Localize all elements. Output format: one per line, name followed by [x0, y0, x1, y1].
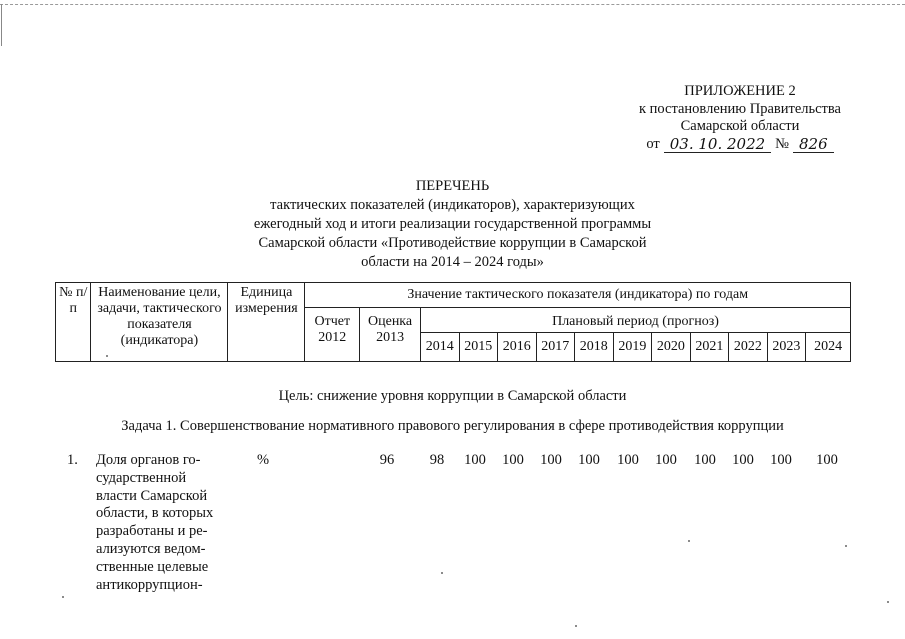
title-line1: тактических показателей (индикаторов), характеризующих: [270, 197, 635, 213]
appendix-line2: к постановлению Правительства: [639, 100, 841, 117]
title-line4: области на 2014 – 2024 годы»: [361, 254, 544, 270]
scan-speck: [62, 596, 64, 598]
handwritten-number: 826: [793, 136, 834, 153]
year-cell: 2020: [652, 333, 691, 362]
year-cell: 2015: [459, 333, 498, 362]
row-name-line: Доля органов го-: [96, 452, 201, 468]
row-name-line: антикоррупцион-: [96, 576, 203, 593]
date-prefix: от: [646, 135, 660, 152]
number-prefix: №: [775, 135, 790, 152]
row-value-2015: 100: [502, 452, 524, 468]
appendix-line3: Самарской области: [680, 118, 800, 134]
row-value-2023: 100: [816, 452, 838, 468]
document-title: [0, 177, 905, 272]
row-name-line: ализуются ведом-: [96, 540, 206, 557]
row-value-2016: 100: [540, 452, 562, 468]
scan-speck: [441, 572, 443, 574]
appendix-title: ПРИЛОЖЕНИЕ 2: [684, 83, 796, 99]
row-name-line: сударственной: [96, 469, 187, 486]
scan-edge-left: [1, 4, 2, 46]
row-unit: %: [257, 452, 270, 468]
appendix-date-row: [639, 136, 841, 154]
row-indicator-name: [96, 452, 222, 594]
row-name-line: власти Самарской: [96, 487, 208, 504]
year-cell: 2023: [767, 333, 806, 362]
header-unit: Единица измерения: [228, 283, 305, 362]
row-value-2019: 100: [655, 452, 677, 468]
scan-speck: [887, 601, 889, 603]
title-heading: ПЕРЕЧЕНЬ: [415, 178, 490, 194]
year-cell: 2019: [613, 333, 652, 362]
scan-speck: [845, 545, 847, 547]
header-estimate: Оценка 2013: [360, 308, 421, 362]
year-cell: 2017: [536, 333, 575, 362]
scan-edge-top: [0, 4, 905, 5]
year-cell: 2022: [729, 333, 768, 362]
row-value-2021: 100: [732, 452, 754, 468]
row-value-2017: 100: [578, 452, 600, 468]
title-line2: ежегодный ход и итоги реализации государственной программы: [253, 216, 652, 232]
header-plan: Плановый период (прогноз): [420, 308, 850, 333]
handwritten-date: 03. 10. 2022: [664, 136, 771, 153]
row-value-2020: 100: [694, 452, 716, 468]
header-num: № п/п: [56, 283, 91, 362]
indicator-table-header: [55, 282, 851, 362]
task-heading: Задача 1. Совершенствование нормативного правового регулирования в сфере противодействия коррупции: [121, 418, 784, 434]
scan-speck: [575, 625, 577, 627]
year-cell: 2014: [420, 333, 459, 362]
row-name-line: разработаны и ре-: [96, 523, 208, 540]
scan-speck: [688, 540, 690, 542]
header-report: Отчет 2012: [305, 308, 360, 362]
row-value-2022: 100: [770, 452, 792, 468]
year-cell: 2024: [806, 333, 851, 362]
row-value-2012: 96: [379, 452, 395, 468]
row-name-line: области, в которых: [96, 505, 214, 522]
row-number: 1.: [67, 452, 78, 468]
goal-heading: Цель: снижение уровня коррупции в Самарской области: [278, 388, 627, 404]
row-name-line: ственные целевые: [96, 558, 209, 575]
row-value-2018: 100: [617, 452, 639, 468]
row-value-2014: 100: [464, 452, 486, 468]
year-cell: 2016: [498, 333, 537, 362]
row-value-2013: 98: [429, 452, 445, 468]
year-cell: 2018: [575, 333, 614, 362]
header-values-title: Значение тактического показателя (индикатора) по годам: [305, 283, 851, 308]
title-line3: Самарской области «Противодействие коррупции в Самарской: [258, 235, 647, 251]
header-name: Наименование цели, задачи, тактического показателя (индикатора): [91, 283, 228, 362]
appendix-block: [639, 83, 841, 153]
scan-speck: [106, 355, 108, 357]
year-cell: 2021: [690, 333, 729, 362]
